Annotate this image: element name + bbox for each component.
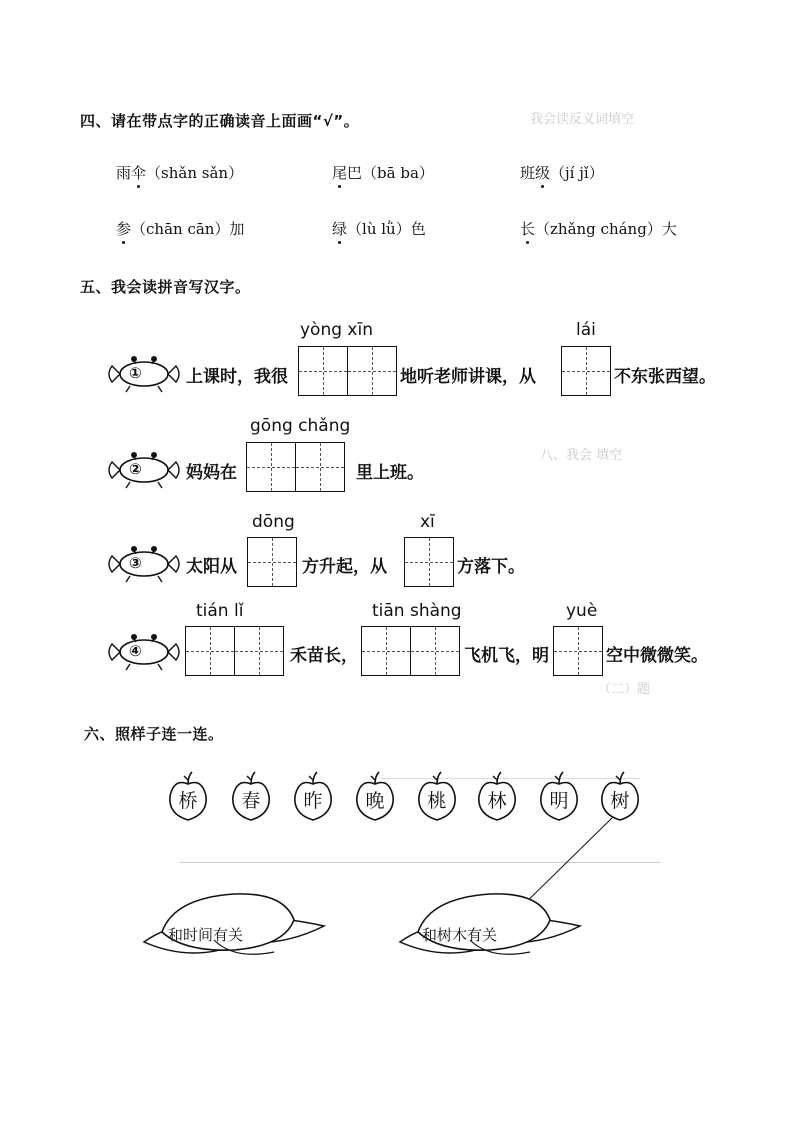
dotted-char: 级 [535, 164, 551, 182]
dotted-char: 参 [116, 220, 132, 238]
apple-char: 晚 [365, 790, 385, 812]
writing-grid[interactable] [361, 626, 460, 676]
writing-grid[interactable] [246, 442, 345, 492]
q3-pinyin-2: xī [420, 512, 435, 532]
section-4-title: 四、请在带点字的正确读音上面画“√”。 [80, 112, 360, 130]
q1-text-3: 不东张西望。 [614, 367, 716, 387]
q3-pinyin-1: dōng [252, 512, 295, 532]
apple-char: 明 [549, 790, 569, 812]
q1-text-1: 上课时，我很 [186, 367, 288, 387]
question-number: ② [129, 460, 142, 478]
bleed-through-text-top: 我会读反义词填空 [530, 112, 635, 127]
apple-card[interactable] [353, 770, 397, 824]
bee-number-badge-icon [106, 448, 182, 492]
q3-text-2: 方升起，从 [302, 557, 387, 577]
dotted-char: 伞 [131, 164, 147, 182]
tone-item-6: 长（zhǎng cháng）大 [520, 220, 677, 238]
bleed-through-text-mid: 八、我会 填空 [540, 448, 623, 463]
tone-item-4: 参（chān cān）加 [116, 220, 245, 238]
bee-number-badge-icon [106, 352, 182, 396]
apple-card[interactable] [598, 770, 642, 824]
question-number: ④ [129, 642, 142, 660]
tone-item-2: 尾巴（bā ba） [332, 164, 434, 182]
bleed-through-text-low: （二）题 [598, 682, 651, 697]
apple-char: 春 [241, 790, 261, 812]
writing-grid[interactable] [298, 346, 397, 396]
q1-pinyin-2: lái [576, 320, 596, 340]
q1-text-2: 地听老师讲课，从 [400, 367, 536, 387]
section-5-title: 五、我会读拼音写汉字。 [80, 278, 251, 296]
dotted-char: 绿 [332, 220, 348, 238]
tone-item-1: 雨伞（shǎn sǎn） [116, 164, 244, 182]
apple-char: 桥 [178, 790, 198, 812]
writing-grid[interactable] [553, 626, 603, 676]
section-6-title: 六、照样子连一连。 [84, 725, 224, 743]
apple-char: 林 [487, 790, 507, 812]
q3-text-1: 太阳从 [186, 557, 237, 577]
tone-item-5: 绿（lù lǜ）色 [332, 220, 426, 238]
bee-number-badge-icon [106, 630, 182, 674]
q4-text-4: 空中微微笑。 [606, 646, 708, 666]
apple-card[interactable] [229, 770, 273, 824]
question-number: ③ [129, 554, 142, 572]
peach-label[interactable]: 和树木有关 [422, 926, 498, 944]
q4-pinyin-3: yuè [566, 601, 598, 621]
q4-pinyin-1: tián lǐ [196, 601, 244, 621]
apple-card[interactable] [415, 770, 459, 824]
peach-label[interactable]: 和时间有关 [168, 926, 244, 944]
apple-char: 桃 [427, 790, 447, 812]
writing-grid[interactable] [561, 346, 611, 396]
q2-text-2: 里上班。 [356, 463, 424, 483]
apple-card[interactable] [166, 770, 210, 824]
q1-pinyin-1: yòng xīn [300, 320, 373, 340]
q4-pinyin-2: tiān shàng [372, 601, 462, 621]
q3-text-3: 方落下。 [457, 557, 525, 577]
apple-card[interactable] [475, 770, 519, 824]
apple-char: 昨 [303, 790, 323, 812]
writing-grid[interactable] [404, 537, 454, 587]
q2-text-1: 妈妈在 [186, 463, 237, 483]
apple-char: 树 [610, 790, 630, 812]
tone-item-3: 班级（jí jǐ） [520, 164, 604, 182]
writing-grid[interactable] [247, 537, 297, 587]
q4-text-2: 禾苗长， [290, 646, 358, 666]
apple-card[interactable] [291, 770, 335, 824]
dotted-char: 长 [520, 220, 536, 238]
q4-text-3: 飞机飞，明 [464, 646, 549, 666]
question-number: ① [129, 364, 142, 382]
q2-pinyin-1: gōng chǎng [250, 416, 351, 436]
dotted-char: 尾 [332, 164, 348, 182]
bee-number-badge-icon [106, 542, 182, 586]
apple-card[interactable] [537, 770, 581, 824]
faint-line [180, 862, 660, 863]
writing-grid[interactable] [185, 626, 284, 676]
